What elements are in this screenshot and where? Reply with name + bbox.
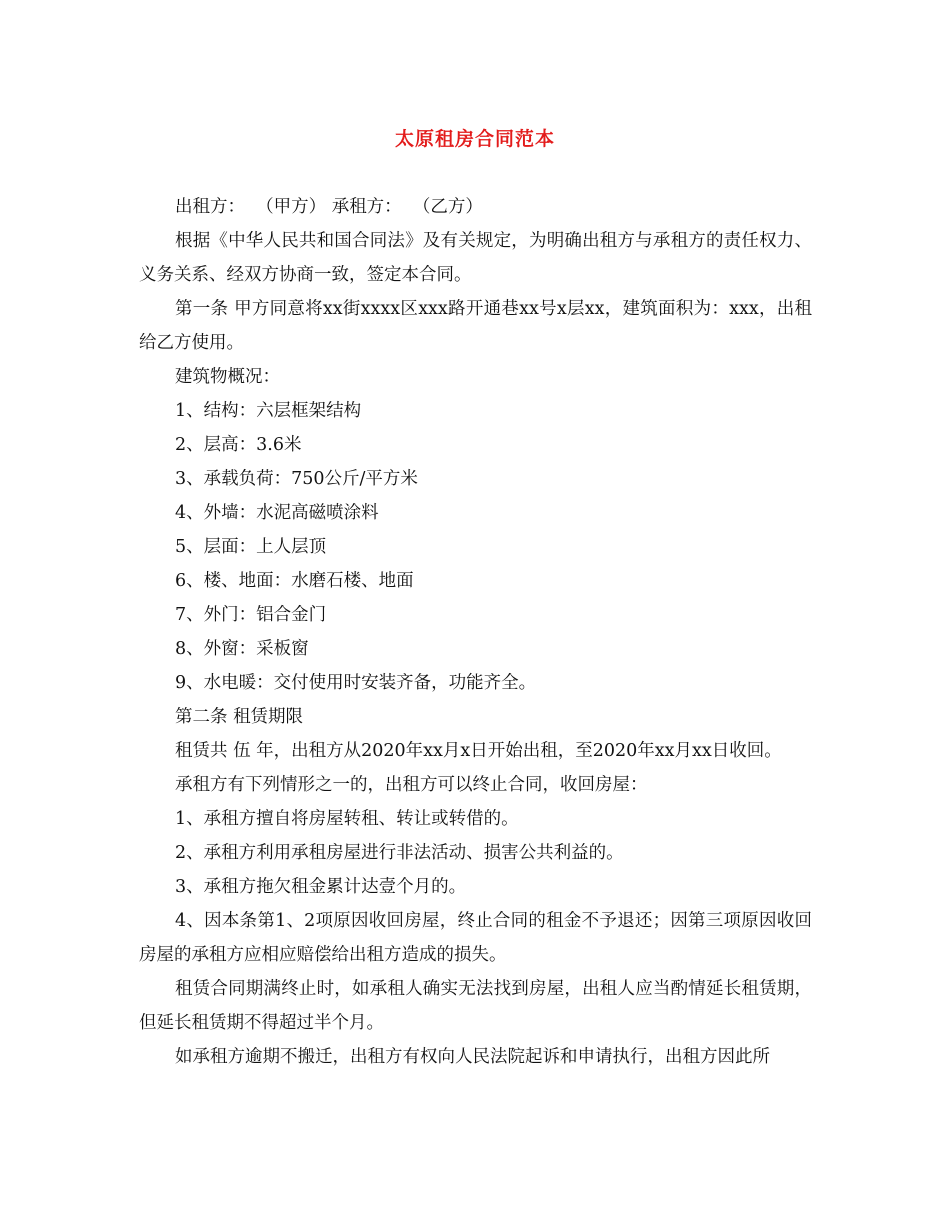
document-title: 太原租房合同范本 xyxy=(394,128,555,150)
paragraph-lease-extension: 租赁合同期满终止时，如承租人确实无法找到房屋，出租人应当酌情延长租赁期，但延长租赁期不得超过半个月。 xyxy=(139,979,812,1033)
paragraph-item-structure: 1、结构：六层框架结构 xyxy=(175,401,362,421)
paragraph-preamble: 根据《中华人民共和国合同法》及有关规定，为明确出租方与承租方的责任权力、义务关系、经双方协商一致，签定本合同。 xyxy=(139,231,812,285)
paragraph-item-utilities: 9、水电暖：交付使用时安装齐备，功能齐全。 xyxy=(175,673,537,693)
paragraph-condition-2: 2、承租方利用承租房屋进行非法活动、损害公共利益的。 xyxy=(175,843,624,863)
paragraph-building-overview: 建筑物概况： xyxy=(175,367,280,387)
paragraph-article-1: 第一条 甲方同意将xx街xxxx区xxx路开通巷xx号x层xx，建筑面积为：xxx，出租给乙方使用。 xyxy=(139,299,812,353)
paragraph-termination-conditions: 承租方有下列情形之一的，出租方可以终止合同，收回房屋： xyxy=(175,775,648,795)
paragraph-item-exterior-wall: 4、外墙：水泥高磁喷涂料 xyxy=(175,503,379,523)
paragraph-lease-term: 租赁共 伍 年，出租方从2020年xx月x日开始出租，至2020年xx月xx日收回。 xyxy=(175,741,782,761)
paragraph-item-floor-height: 2、层高：3.6米 xyxy=(175,435,302,455)
paragraph-item-floor: 6、楼、地面：水磨石楼、地面 xyxy=(175,571,414,591)
paragraph-item-exterior-door: 7、外门：铝合金门 xyxy=(175,605,327,625)
paragraph-condition-4: 4、因本条第1、2项原因收回房屋，终止合同的租金不予退还；因第三项原因收回房屋的承租方应相应赔偿给出租方造成的损失。 xyxy=(139,911,812,965)
paragraph-overdue-move: 如承租方逾期不搬迁，出租方有权向人民法院起诉和申请执行，出租方因此所 xyxy=(175,1047,770,1067)
paragraph-condition-3: 3、承租方拖欠租金累计达壹个月的。 xyxy=(175,877,467,897)
paragraph-item-load: 3、承载负荷：750公斤/平方米 xyxy=(175,469,418,489)
paragraph-item-exterior-window: 8、外窗：采板窗 xyxy=(175,639,309,659)
document-body xyxy=(139,190,812,1074)
paragraph-parties: 出租方： （甲方） 承租方： （乙方） xyxy=(175,197,483,217)
paragraph-article-2-heading: 第二条 租赁期限 xyxy=(175,707,304,727)
paragraph-item-roof: 5、层面：上人层顶 xyxy=(175,537,327,557)
paragraph-condition-1: 1、承租方擅自将房屋转租、转让或转借的。 xyxy=(175,809,519,829)
